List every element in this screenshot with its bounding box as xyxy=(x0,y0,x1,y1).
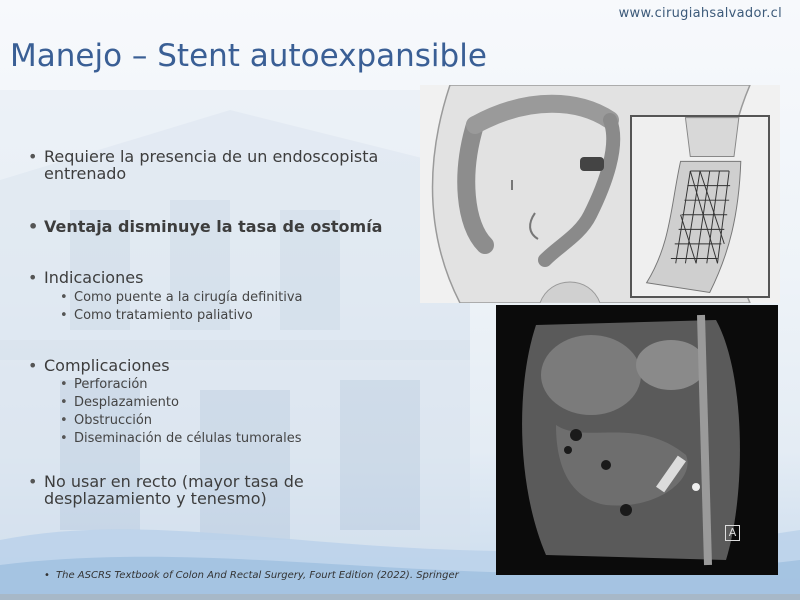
bullet-5: • No usar en recto (mayor tasa de desplazamiento y tenesmo) xyxy=(28,473,428,507)
ct-panel-label: A xyxy=(725,525,740,541)
slide-title: Manejo – Stent autoexpansible xyxy=(10,38,487,74)
sub-bullet: • Obstrucción xyxy=(28,412,428,430)
bullet-4: • Complicaciones xyxy=(28,357,428,374)
sub-bullet: • Como puente a la cirugía definitiva xyxy=(28,289,428,307)
sub-bullet: • Como tratamiento paliativo xyxy=(28,307,428,325)
site-url: www.cirugiahsalvador.cl xyxy=(618,6,782,21)
bullet-3: • Indicaciones xyxy=(28,269,428,286)
reference-citation: • The ASCRS Textbook of Colon And Rectal Surgery, Fourt Edition (2022). Springer xyxy=(56,570,459,581)
sub-bullet: • Diseminación de células tumorales xyxy=(28,430,428,448)
ct-scan-image xyxy=(496,305,778,575)
bullet-2: • Ventaja disminuye la tasa de ostomía xyxy=(28,218,428,235)
sub-bullet: • Perforación xyxy=(28,376,428,394)
sub-bullet: • Desplazamiento xyxy=(28,394,428,412)
stent-closeup-illustration xyxy=(630,115,770,298)
bullet-1: • Requiere la presencia de un endoscopista entrenado xyxy=(28,148,428,182)
bullet-list xyxy=(28,148,428,507)
